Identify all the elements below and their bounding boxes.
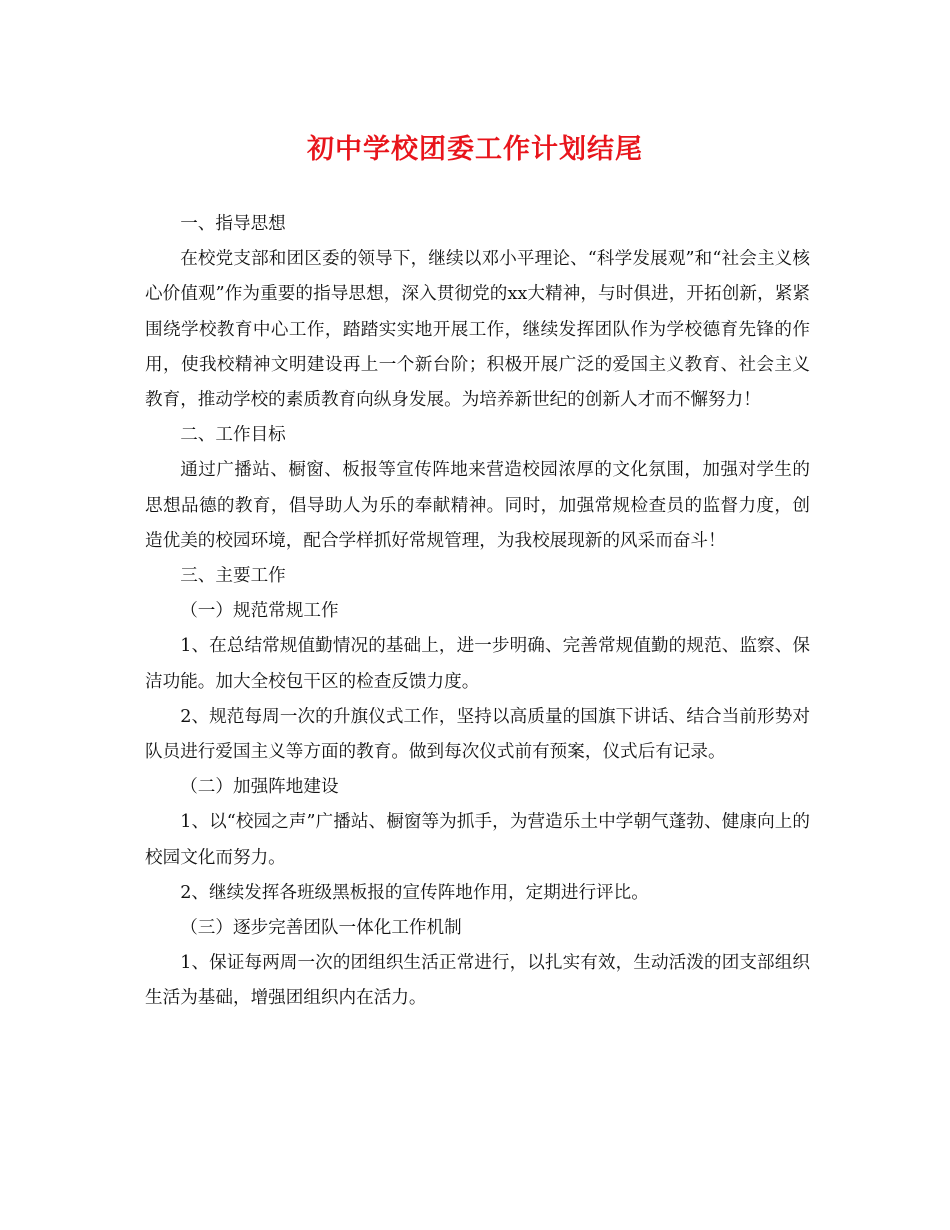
document-body [145, 207, 810, 1017]
paragraph-position-building-2: 2、继续发挥各班级黑板报的宣传阵地作用，定期进行评比。 [180, 882, 649, 903]
document-title: 初中学校团委工作计划结尾 [307, 134, 643, 165]
section-heading-main-work: 三、主要工作 [180, 566, 286, 587]
paragraph-regular-work-1: 1、在总结常规值勤情况的基础上，进一步明确、完善常规值勤的规范、监察、保洁功能。加大全校包干区的检查反馈力度。 [145, 636, 810, 692]
paragraph-work-goals: 通过广播站、橱窗、板报等宣传阵地来营造校园浓厚的文化氛围，加强对学生的思想品德的教育，倡导助人为乐的奉献精神。同时，加强常规检查员的监督力度，创造优美的校园环境，配合学样抓好常规管理，为我校展现新的风采而奋斗！ [145, 460, 810, 551]
section-heading-work-goals: 二、工作目标 [180, 425, 286, 446]
paragraph-position-building-1: 1、以“校园之声”广播站、橱窗等为抓手，为营造乐土中学朝气蓬勃、健康向上的校园文化而努力。 [145, 812, 810, 868]
paragraph-team-mechanism-1: 1、保证每两周一次的团组织生活正常进行，以扎实有效，生动活泼的团支部组织生活为基础，增强团组织内在活力。 [145, 953, 810, 1009]
paragraph-guiding-ideology: 在校党支部和团区委的领导下，继续以邓小平理论、“科学发展观”和“社会主义核心价值观”作为重要的指导思想，深入贯彻党的xx大精神，与时俱进，开拓创新，紧紧围绕学校教育中心工作，踏踏实实地开展工作，继续发挥团队作为学校德育先锋的作用，使我校精神文明建设再上一个新台阶；积极开展广泛的爱国主义教育、社会主义教育，推动学校的素质教育向纵身发展。为培养新世纪的创新人才而不懈努力！ [145, 249, 810, 411]
subheading-position-building: （二）加强阵地建设 [180, 777, 339, 798]
subheading-regular-work: （一）规范常规工作 [180, 601, 339, 622]
subheading-team-mechanism: （三）逐步完善团队一体化工作机制 [180, 918, 462, 939]
paragraph-regular-work-2: 2、规范每周一次的升旗仪式工作，坚持以高质量的国旗下讲话、结合当前形势对队员进行爱国主义等方面的教育。做到每次仪式前有预案，仪式后有记录。 [145, 706, 810, 763]
section-heading-guiding-ideology: 一、指导思想 [180, 214, 286, 234]
